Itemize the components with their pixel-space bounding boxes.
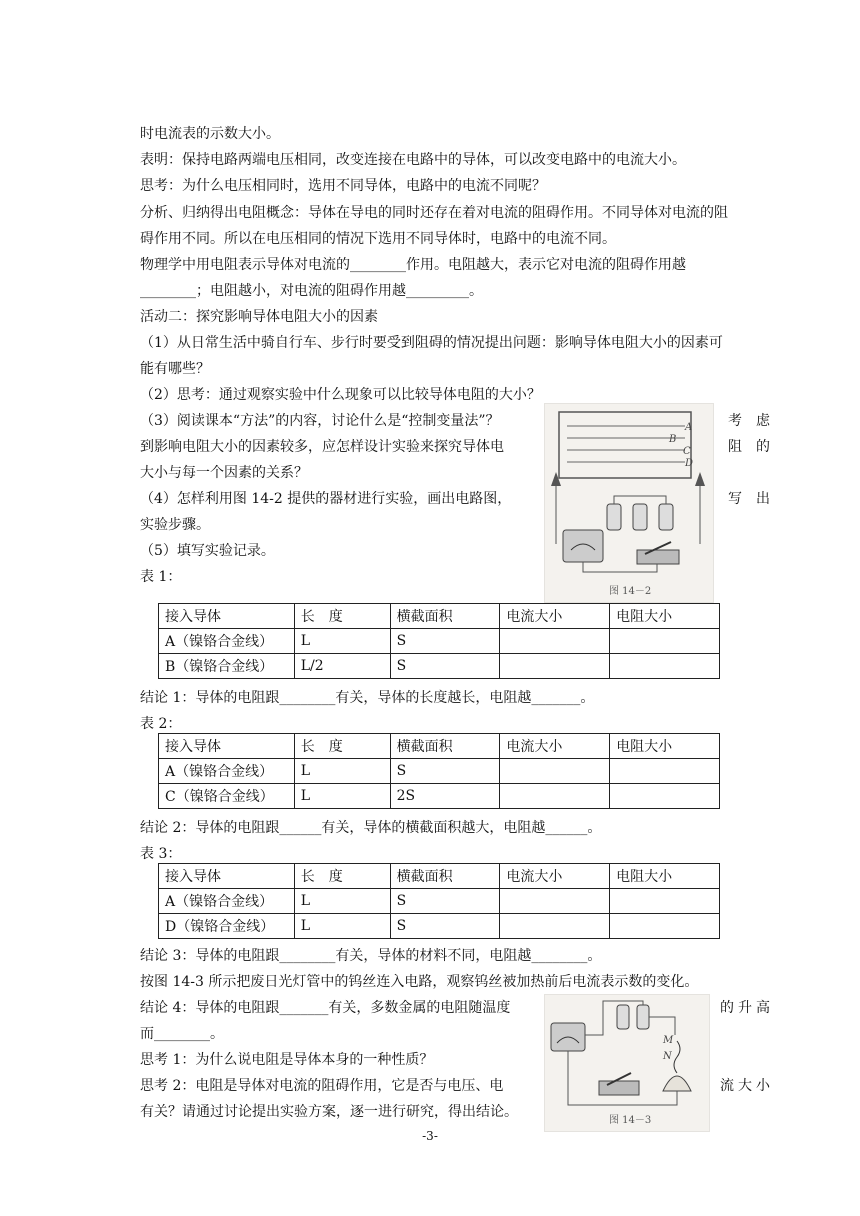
table-row	[159, 759, 720, 784]
header-cell: 长 度	[294, 734, 390, 759]
text-line: （2）思考：通过观察实验中什么现象可以比较导体电阻的大小？	[140, 387, 541, 403]
header-cell: 横截面积	[390, 604, 500, 629]
conclusion-4: 结论 4：导体的电阻跟_______有关，多数金属的电阻随温度	[140, 1000, 511, 1016]
record-table-1	[158, 603, 720, 679]
table-row	[159, 784, 720, 809]
table-cell: C（镍铬合金线）	[159, 784, 295, 809]
heating-circuit-icon	[545, 995, 709, 1131]
table-cell	[500, 654, 610, 679]
conclusion-1: 结论 1：导体的电阻跟________有关，导体的长度越长，电阻越_______。	[140, 690, 595, 706]
text-line: 思考：为什么电压相同时，选用不同导体，电路中的电流不同呢？	[140, 178, 546, 194]
header-cell: 电阻大小	[610, 604, 720, 629]
figure-14-3	[544, 994, 710, 1132]
text-line: （1）从日常生活中骑自行车、步行时要受到阻碍的情况提出问题：影响导体电阻大小的因素可	[140, 335, 723, 351]
header-cell: 电流大小	[500, 604, 610, 629]
header-cell: 横截面积	[390, 864, 500, 889]
table-cell: L	[294, 629, 390, 654]
table-cell	[610, 914, 720, 939]
table-cell	[610, 654, 720, 679]
text-line-end: 阻 的	[728, 439, 770, 455]
wire-label: A	[685, 422, 693, 433]
text-line: （4）怎样利用图 14-2 提供的器材进行实验，画出电路图，	[140, 491, 512, 507]
table-cell	[500, 889, 610, 914]
table-cell: S	[390, 889, 500, 914]
table-cell: S	[390, 914, 500, 939]
question-2: 思考 2：电阻是导体对电流的阻碍作用，它是否与电压、电	[140, 1078, 504, 1094]
figure-caption: 图 14－2	[609, 586, 652, 597]
table-cell: L	[294, 759, 390, 784]
text-line: （3）阅读课本“方法”的内容，讨论什么是“控制变量法”？	[140, 413, 500, 429]
text-line: 时电流表的示数大小。	[140, 126, 280, 142]
text-line-end: 流大小	[720, 1078, 770, 1094]
section-heading: 活动二：探究影响导体电阻大小的因素	[140, 309, 378, 325]
text-line-end: 的升高	[720, 1000, 770, 1016]
conclusion-3: 结论 3：导体的电阻跟________有关，导体的材料不同，电阻越________。	[140, 948, 602, 964]
table-cell: L/2	[294, 654, 390, 679]
text-line: ________；电阻越小，对电流的阻碍作用越_________。	[140, 283, 483, 299]
table-cell	[500, 759, 610, 784]
text-line: 表明：保持电路两端电压相同，改变连接在电路中的导体，可以改变电路中的电流大小。	[140, 152, 686, 168]
table-cell: A（镍铬合金线）	[159, 759, 295, 784]
table-cell: D（镍铬合金线）	[159, 914, 295, 939]
text-line: 有关？请通过讨论提出实验方案，逐一进行研究，得出结论。	[140, 1104, 518, 1120]
table-cell	[500, 784, 610, 809]
text-line-end: 考 虑	[728, 413, 770, 429]
page-number: -3-	[422, 1129, 438, 1143]
table-cell	[610, 889, 720, 914]
table-cell	[500, 914, 610, 939]
wire-label: C	[683, 446, 691, 457]
text-line: 而________。	[140, 1026, 224, 1042]
table-cell: 2S	[390, 784, 500, 809]
text-line: 碍作用不同。所以在电压相同的情况下选用不同导体时，电路中的电流不同。	[140, 231, 616, 247]
table-row	[159, 914, 720, 939]
table-cell	[610, 759, 720, 784]
table-row	[159, 629, 720, 654]
text-line: 大小与每一个因素的关系？	[140, 465, 308, 481]
table-cell	[500, 629, 610, 654]
header-cell: 长 度	[294, 604, 390, 629]
table-header-row	[159, 734, 720, 759]
header-cell: 电流大小	[500, 864, 610, 889]
table-row	[159, 654, 720, 679]
table-cell	[610, 629, 720, 654]
table-cell	[610, 784, 720, 809]
table-label: 表 2：	[140, 716, 182, 732]
header-cell: 电阻大小	[610, 864, 720, 889]
point-label: M	[663, 1035, 674, 1046]
table-cell: B（镍铬合金线）	[159, 654, 295, 679]
record-table-3	[158, 863, 720, 939]
header-cell: 长 度	[294, 864, 390, 889]
table-label: 表 3：	[140, 846, 182, 862]
header-cell: 接入导体	[159, 864, 295, 889]
text-line-end: 写 出	[728, 491, 770, 507]
header-cell: 接入导体	[159, 734, 295, 759]
wire-label: D	[685, 458, 694, 469]
text-line: 能有哪些？	[140, 361, 210, 377]
text-line: 物理学中用电阻表示导体对电流的________作用。电阻越大，表示它对电流的阻碍作用越	[140, 257, 686, 273]
table-row	[159, 889, 720, 914]
header-cell: 横截面积	[390, 734, 500, 759]
point-label: N	[663, 1051, 672, 1062]
figure-caption: 图 14－3	[609, 1115, 652, 1126]
table-cell: L	[294, 889, 390, 914]
table-cell: S	[390, 629, 500, 654]
table-cell: A（镍铬合金线）	[159, 889, 295, 914]
header-cell: 电流大小	[500, 734, 610, 759]
table-cell: S	[390, 759, 500, 784]
record-table-2	[158, 733, 720, 809]
table-cell: L	[294, 914, 390, 939]
table-label: 表 1：	[140, 569, 182, 585]
text-line: 到影响电阻大小的因素较多，应怎样设计实验来探究导体电	[140, 439, 504, 455]
text-line: 按图 14-3 所示把废日光灯管中的钨丝连入电路，观察钨丝被加热前后电流表示数的变化。	[140, 974, 699, 990]
text-line: （5）填写实验记录。	[140, 543, 275, 559]
table-cell: S	[390, 654, 500, 679]
table-header-row	[159, 864, 720, 889]
wire-label: B	[669, 434, 677, 445]
table-header-row	[159, 604, 720, 629]
table-cell: A（镍铬合金线）	[159, 629, 295, 654]
header-cell: 电阻大小	[610, 734, 720, 759]
figure-14-2	[544, 403, 714, 603]
question-1: 思考 1：为什么说电阻是导体本身的一种性质？	[140, 1052, 434, 1068]
circuit-diagram-icon	[545, 404, 713, 602]
text-line: 实验步骤。	[140, 517, 210, 533]
table-cell: L	[294, 784, 390, 809]
conclusion-2: 结论 2：导体的电阻跟______有关，导体的横截面积越大，电阻越______。	[140, 820, 602, 836]
text-line: 分析、归纳得出电阻概念：导体在导电的同时还存在着对电流的阻碍作用。不同导体对电流的阻	[140, 205, 728, 221]
header-cell: 接入导体	[159, 604, 295, 629]
